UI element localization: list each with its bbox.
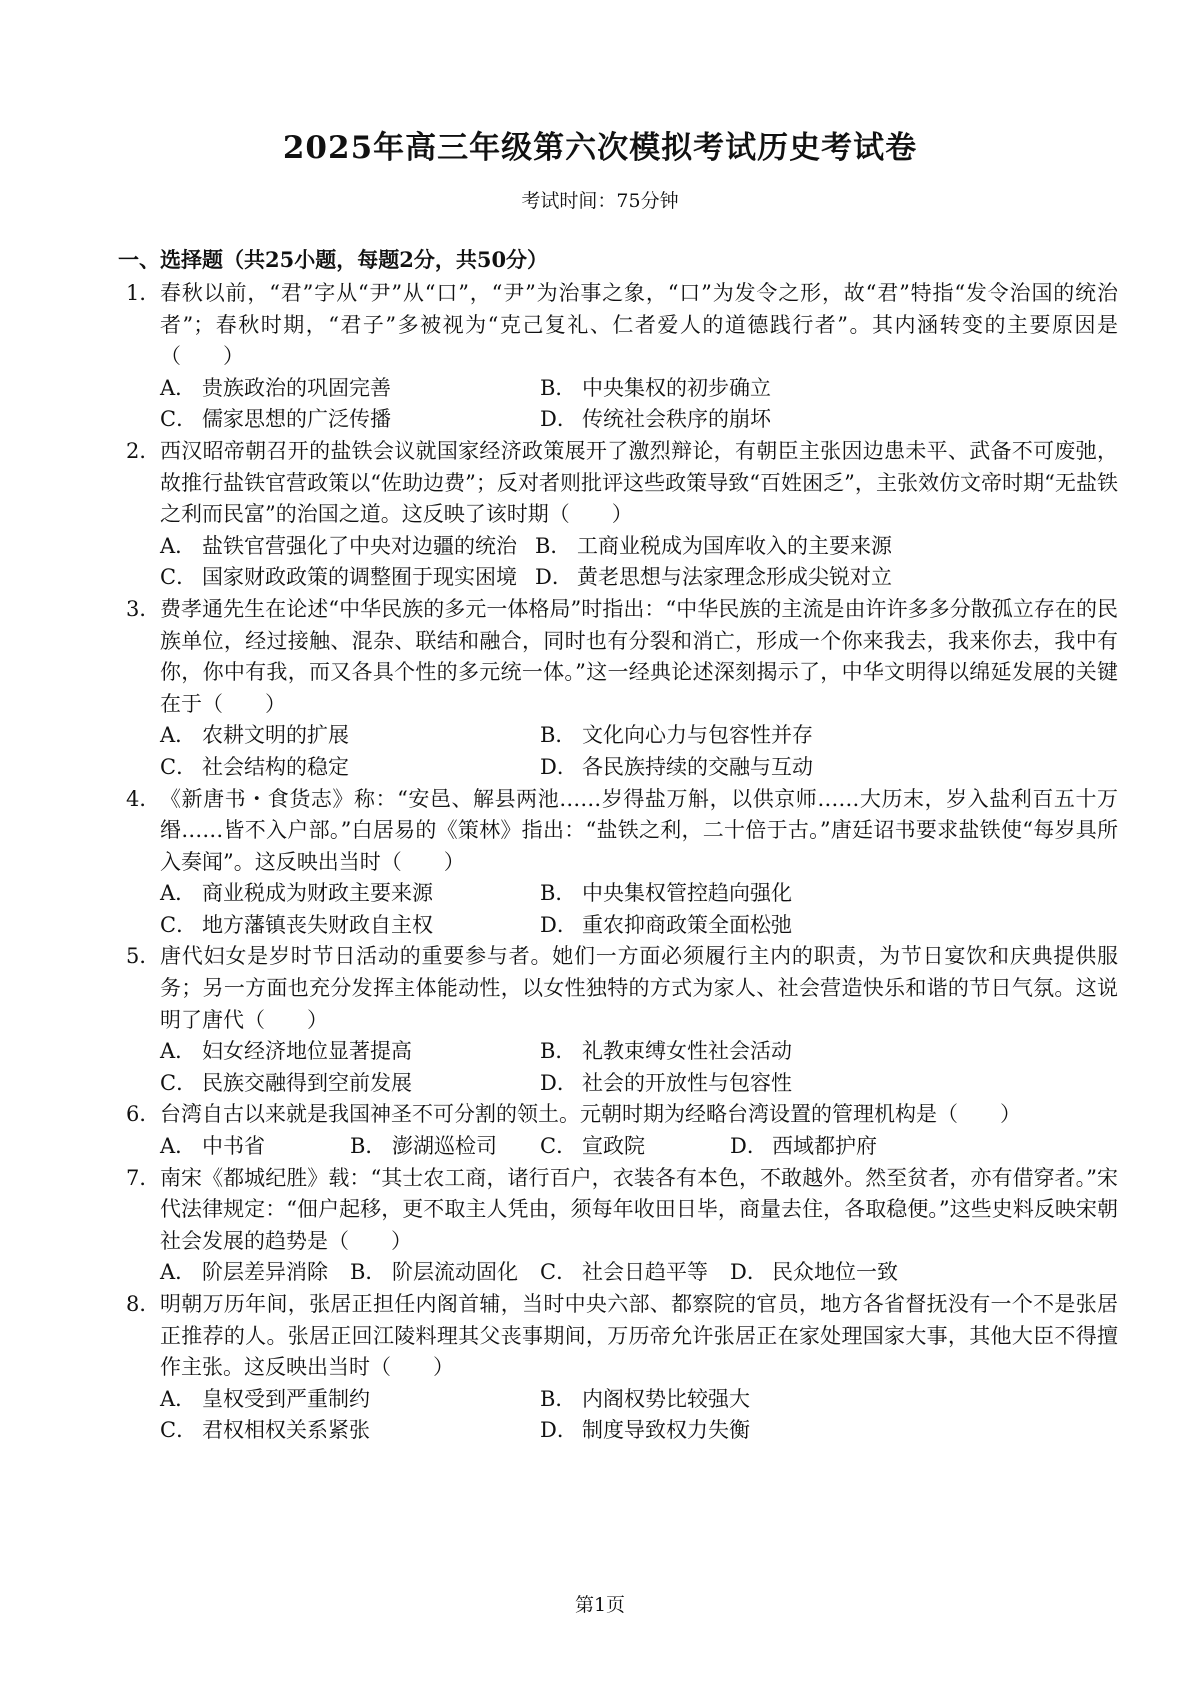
option-label: D． (540, 1070, 578, 1095)
question-2 (118, 436, 1118, 594)
option-text: 社会结构的稳定 (202, 754, 349, 779)
option-a[interactable] (160, 1036, 540, 1068)
option-text: 地方藩镇丧失财政自主权 (202, 912, 433, 937)
option-label: A． (160, 723, 197, 748)
page-number: 第1页 (574, 1594, 626, 1616)
option-c[interactable] (160, 752, 540, 784)
option-c[interactable] (160, 1068, 540, 1100)
option-b[interactable] (540, 1036, 920, 1068)
option-label: D． (540, 407, 578, 432)
option-label: B． (540, 881, 577, 906)
option-text: 国家财政政策的调整囿于现实困境 (202, 565, 517, 590)
option-label: D． (540, 912, 578, 937)
option-label: C． (160, 407, 198, 432)
question-number: 4． (126, 786, 161, 811)
option-d[interactable] (540, 752, 920, 784)
question-stem: 唐代妇女是岁时节日活动的重要参与者。她们一方面必须履行主内的职责，为节日宴饮和庆典提供服务；另一方面也充分发挥主体能动性，以女性独特的方式为家人、社会营造快乐和谐的节日气氛。这说明了唐代（ ） (160, 944, 1118, 1032)
option-label: B． (350, 1260, 387, 1285)
question-stem: 《新唐书・食货志》称：“安邑、解县两池……岁得盐万斛，以供京师……大历末，岁入盐利百五十万缗……皆不入户部。”白居易的《策林》指出：“盐铁之利，二十倍于古。”唐廷诏书要求盐铁使“每岁具所入奏闻”。这反映出当时（ ） (160, 786, 1118, 874)
option-text: 农耕文明的扩展 (202, 723, 349, 748)
question-number: 8． (126, 1292, 161, 1316)
question-stem: 费孝通先生在论述“中华民族的多元一体格局”时指出：“中华民族的主流是由许许多多分散孤立存在的民族单位，经过接触、混杂、联结和融合，同时也有分裂和消亡，形成一个你来我去，我来你去，我中有你，你中有我，而又各具个性的多元统一体。”这一经典论述深刻揭示了，中华文明得以绵延发展的关键在于（ ） (160, 596, 1118, 716)
option-a[interactable] (160, 720, 540, 752)
option-text: 中央集权的初步确立 (582, 375, 771, 400)
question-7 (118, 1163, 1118, 1289)
exam-time: 考试时间：75分钟 (521, 190, 679, 212)
option-text: 民族交融得到空前发展 (202, 1070, 412, 1095)
option-label: C． (160, 565, 198, 590)
question-stem: 春秋以前，“君”字从“尹”从“口”，“尹”为治事之象，“口”为发令之形，故“君”特指“发令治国的统治者”；春秋时期，“君子”多被视为“克己复礼、仁者爱人的道德践行者”。其内涵转变的主要原因是（ ） (160, 281, 1119, 369)
exam-title: 2025年高三年级第六次模拟考试历史考试卷 (282, 130, 918, 166)
option-d[interactable] (535, 562, 1005, 594)
option-b[interactable] (540, 878, 920, 910)
question-stem: 明朝万历年间，张居正担任内阁首辅，当时中央六部、都察院的官员，地方各省督抚没有一个不是张居正推荐的人。张居正回江陵料理其父丧事期间，万历帝允许张居正在家处理国家大事，其他大臣不得擅作主张。这反映出当时（ ） (160, 1292, 1118, 1380)
option-b[interactable] (540, 1384, 920, 1416)
option-text: 中央集权管控趋向强化 (582, 881, 792, 906)
question-stem: 台湾自古以来就是我国神圣不可分割的领土。元朝时期为经略台湾设置的管理机构是（ ） (160, 1102, 1021, 1127)
option-text: 文化向心力与包容性并存 (582, 723, 813, 748)
option-label: D． (540, 1418, 578, 1443)
option-label: A． (160, 881, 197, 906)
option-label: A． (160, 1134, 197, 1159)
option-label: C． (160, 1418, 198, 1443)
option-label: B． (535, 533, 572, 558)
option-c[interactable] (160, 910, 540, 942)
option-text: 工商业税成为国库收入的主要来源 (577, 533, 892, 558)
option-text: 贵族政治的巩固完善 (202, 375, 391, 400)
option-label: B． (350, 1134, 387, 1159)
option-label: B． (540, 375, 577, 400)
question-number: 7． (126, 1165, 161, 1190)
question-6 (118, 1099, 1118, 1162)
option-a[interactable] (160, 1257, 350, 1289)
question-number: 5． (126, 944, 161, 969)
option-text: 儒家思想的广泛传播 (202, 407, 391, 432)
option-text: 皇权受到严重制约 (202, 1386, 370, 1411)
option-d[interactable] (540, 1068, 920, 1100)
option-text: 西域都护府 (772, 1134, 877, 1159)
option-text: 重农抑商政策全面松弛 (582, 912, 792, 937)
option-label: B． (540, 1039, 577, 1064)
question-number: 3． (126, 596, 161, 621)
option-c[interactable] (540, 1131, 730, 1163)
option-text: 社会的开放性与包容性 (582, 1070, 792, 1095)
option-a[interactable] (160, 1131, 350, 1163)
option-text: 商业税成为财政主要来源 (202, 881, 433, 906)
option-a[interactable] (160, 373, 540, 405)
option-label: A． (160, 533, 197, 558)
option-text: 内阁权势比较强大 (582, 1386, 750, 1411)
option-a[interactable] (160, 531, 535, 563)
option-label: A． (160, 1039, 197, 1064)
option-c[interactable] (160, 1415, 540, 1447)
option-d[interactable] (540, 404, 920, 436)
option-d[interactable] (730, 1257, 920, 1289)
option-label: D． (540, 754, 578, 779)
option-text: 社会日趋平等 (582, 1260, 708, 1285)
option-text: 宣政院 (582, 1134, 645, 1159)
option-a[interactable] (160, 878, 540, 910)
option-d[interactable] (540, 910, 920, 942)
question-stem: 南宋《都城纪胜》载：“其士农工商，诸行百户，衣装各有本色，不敢越外。然至贫者，亦有借穿者。”宋代法律规定：“佃户起移，更不取主人凭由，须每年收田日毕，商量去住，各取稳便。”这些史料反映宋朝社会发展的趋势是（ ） (160, 1165, 1118, 1253)
option-label: B． (540, 1386, 577, 1411)
option-text: 君权相权关系紧张 (202, 1418, 370, 1443)
option-label: C． (160, 1070, 198, 1095)
option-text: 民众地位一致 (772, 1260, 898, 1285)
question-stem: 西汉昭帝朝召开的盐铁会议就国家经济政策展开了激烈辩论，有朝臣主张因边患未平、武备不可废弛，故推行盐铁官营政策以“佐助边费”；反对者则批评这些政策导致“百姓困乏”，主张效仿文帝时期“无盐铁之利而民富”的治国之道。这反映了该时期（ ） (160, 438, 1118, 527)
question-3 (118, 594, 1118, 784)
option-text: 礼教束缚女性社会活动 (582, 1039, 792, 1064)
option-text: 制度导致权力失衡 (582, 1418, 750, 1443)
question-number: 1． (126, 281, 161, 305)
option-c[interactable] (160, 404, 540, 436)
question-8 (118, 1289, 1118, 1447)
option-text: 妇女经济地位显著提高 (202, 1039, 412, 1064)
section-heading: 一、选择题（共25小题，每题2分，共50分） (118, 247, 549, 272)
option-b[interactable] (540, 720, 920, 752)
question-5 (118, 941, 1118, 1099)
option-label: D． (535, 565, 573, 590)
option-text: 各民族持续的交融与互动 (582, 754, 813, 779)
option-label: C． (540, 1134, 578, 1159)
question-4 (118, 784, 1118, 942)
option-text: 阶层流动固化 (392, 1260, 518, 1285)
option-label: A． (160, 1260, 197, 1285)
option-label: C． (540, 1260, 578, 1285)
option-label: C． (160, 912, 198, 937)
option-d[interactable] (540, 1415, 920, 1447)
option-b[interactable] (540, 373, 920, 405)
option-a[interactable] (160, 1384, 540, 1416)
question-number: 6． (126, 1102, 161, 1127)
option-text: 盐铁官营强化了中央对边疆的统治 (202, 533, 517, 558)
option-label: D． (730, 1134, 768, 1159)
option-c[interactable] (160, 562, 535, 594)
option-d[interactable] (730, 1131, 920, 1163)
option-b[interactable] (535, 531, 1005, 563)
option-label: D． (730, 1260, 768, 1285)
option-label: A． (160, 375, 197, 400)
option-label: C． (160, 754, 198, 779)
option-c[interactable] (540, 1257, 730, 1289)
option-label: B． (540, 723, 577, 748)
option-b[interactable] (350, 1131, 540, 1163)
option-text: 中书省 (202, 1134, 265, 1159)
option-label: A． (160, 1386, 197, 1411)
option-b[interactable] (350, 1257, 540, 1289)
option-text: 黄老思想与法家理念形成尖锐对立 (577, 565, 892, 590)
option-text: 澎湖巡检司 (392, 1134, 497, 1159)
question-list (118, 278, 1118, 1447)
option-text: 阶层差异消除 (202, 1260, 328, 1285)
option-text: 传统社会秩序的崩坏 (582, 407, 771, 432)
question-1 (118, 278, 1118, 436)
question-number: 2． (126, 438, 161, 463)
